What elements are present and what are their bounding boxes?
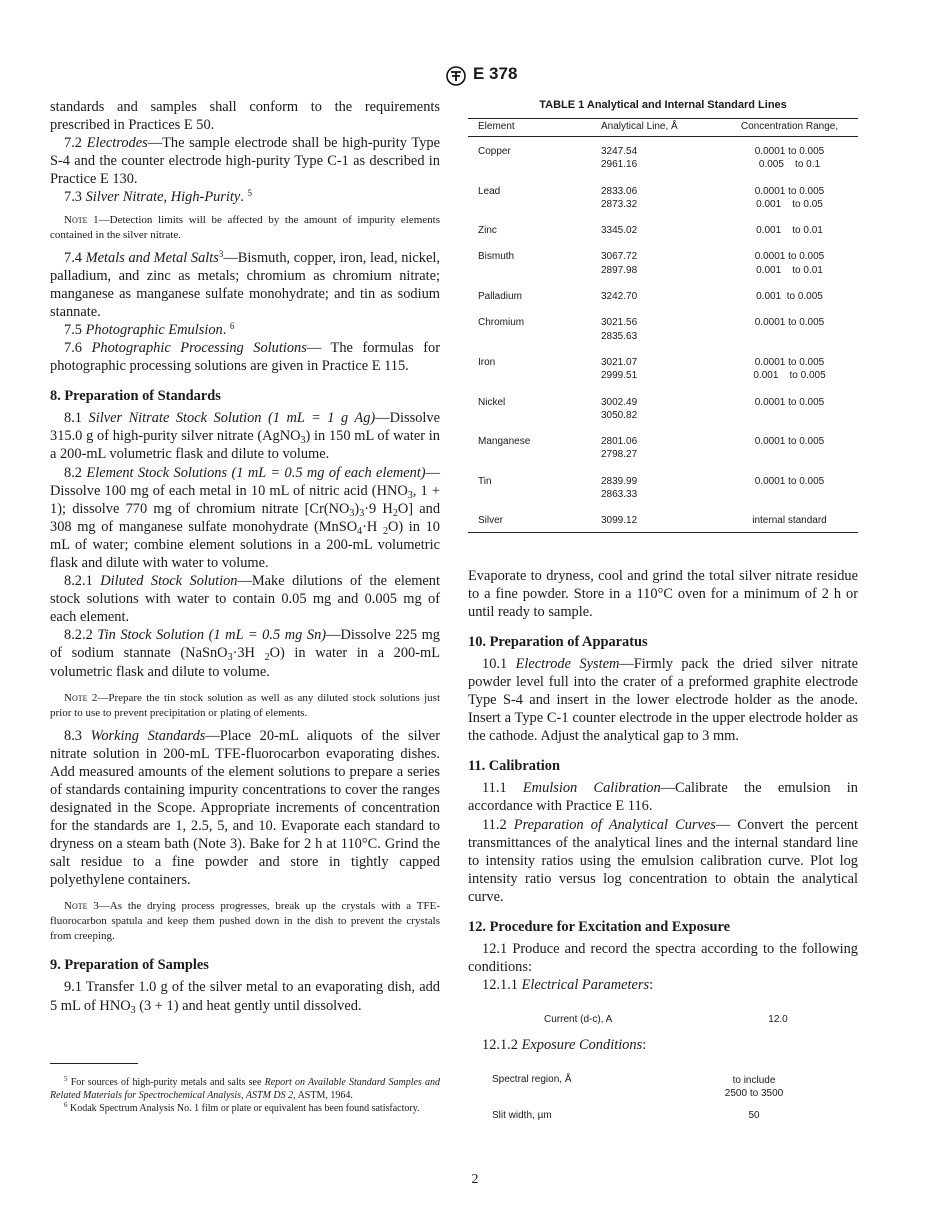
analytical-line-value: 3099.12 bbox=[601, 515, 638, 527]
analytical-line-cell bbox=[601, 396, 721, 436]
section-7-4: 7.4 Metals and Metal Salts$^3$—Bismuth, copper, iron, lead, nickel, palladium, and zinc as metals; chromium as chromium nitrate; manganese as manganese sulfate monohydrate; and tin as sodium stannate. bbox=[50, 248, 440, 320]
footnote-rule bbox=[50, 1063, 138, 1064]
table-row bbox=[468, 435, 858, 475]
left-column bbox=[50, 98, 440, 1015]
element-cell: Copper bbox=[478, 146, 511, 157]
element-cell: Palladium bbox=[478, 291, 522, 303]
section-8-2-1: 8.2.1 Diluted Stock Solution—Make dilutions of the element stock solutions with water to contain 0.05 mg and 0.005 mg of each element. bbox=[50, 573, 440, 626]
concentration-range-value: 0.001 to 0.01 bbox=[756, 225, 823, 237]
section-9-1: 9.1 Transfer 1.0 g of the silver metal to an evaporating dish, add 5 mL of $HNO_3$ (3 + 1) and heat gently until dissolved. bbox=[50, 979, 440, 1016]
concentration-range-cell bbox=[721, 475, 858, 515]
analytical-line-cell bbox=[601, 290, 721, 316]
table-row bbox=[468, 185, 858, 225]
element-cell: Bismuth bbox=[478, 251, 515, 263]
concentration-range-value: 0.0001 to 0.005 bbox=[754, 475, 825, 487]
param-label: Spectral region, Å bbox=[492, 1074, 572, 1086]
param-current bbox=[468, 1014, 858, 1032]
analytical-line-value: 2897.98 bbox=[601, 264, 638, 276]
section-10-1: 10.1 Electrode System—Firmly pack the dried silver nitrate powder level full into the crater of a preformed graphite electrode Type S-4 and insert in the lower electrode holder as the anode. Insert a Type C-1 counter electrode in the upper electrode holder as the cathode. Adjust the analytical gap to 3 mm. bbox=[468, 655, 858, 745]
analytical-line-value: 2961.16 bbox=[601, 159, 638, 171]
section-11-2: 11.2 Preparation of Analytical Curves— Convert the percent transmittances of the analytical lines and the internal standard line to intensity ratios using the emulsion calibration curve. Plot log intensity ratio versus log concentration to obtain the analytical curve. bbox=[468, 816, 858, 905]
analytical-line-value: 3002.49 bbox=[601, 396, 638, 408]
section-7-5: 7.5 Photographic Emulsion. $^6$ bbox=[64, 320, 235, 338]
concentration-range-value: 0.0001 to 0.005 bbox=[754, 251, 825, 263]
element-cell: Zinc bbox=[478, 225, 497, 237]
concentration-range-cell bbox=[721, 316, 858, 356]
heading-section-9: 9. Preparation of Samples bbox=[50, 957, 209, 974]
analytical-line-cell bbox=[601, 250, 721, 290]
page-header bbox=[0, 64, 950, 86]
heading-section-10: 10. Preparation of Apparatus bbox=[468, 633, 648, 650]
footnotes bbox=[50, 1076, 440, 1115]
analytical-line-value: 2801.06 bbox=[601, 436, 638, 448]
section-7-3: 7.3 Silver Nitrate, High-Purity. $^5$ bbox=[64, 188, 252, 206]
analytical-line-value: 3021.07 bbox=[601, 356, 638, 368]
param-slit-width bbox=[468, 1110, 858, 1128]
element-cell: Lead bbox=[478, 185, 501, 197]
element-cell: Silver bbox=[478, 515, 504, 527]
analytical-lines-table bbox=[468, 118, 858, 533]
concentration-range-value: 0.001 to 0.005 bbox=[756, 291, 823, 303]
analytical-line-value: 2873.32 bbox=[601, 198, 638, 210]
analytical-line-cell bbox=[601, 514, 721, 532]
param-label: Slit width, µm bbox=[492, 1110, 552, 1122]
concentration-range-value: 0.0001 to 0.005 bbox=[754, 356, 825, 368]
concentration-range-value: 0.0001 to 0.005 bbox=[754, 185, 825, 197]
table-row bbox=[468, 356, 858, 396]
table-row bbox=[468, 224, 858, 250]
section-12-1: 12.1 Produce and record the spectra according to the following conditions: bbox=[468, 941, 858, 976]
param-value: 12.0 bbox=[768, 1014, 788, 1026]
concentration-range-value: 0.005 to 0.1 bbox=[758, 159, 821, 171]
analytical-line-cell bbox=[601, 475, 721, 515]
concentration-range-value: 0.001 to 0.05 bbox=[756, 198, 823, 210]
table-row bbox=[468, 290, 858, 316]
analytical-line-cell bbox=[601, 137, 721, 185]
section-7-2: 7.2 Electrodes—The sample electrode shall be high-purity Type S-4 and the counter electrode high-purity Type C-1 as described in Practice E 130. bbox=[50, 135, 440, 188]
section-8-2: 8.2 Element Stock Solutions (1 mL = 0.5 mg of each element)—Dissolve 100 mg of each metal in 10 mL of nitric acid ($HNO_3$, 1 + 1); dissolve 770 mg of chromium nitrate [$Cr(NO_3)_3\cdot 9$ $H_2O$] and 308 mg of manganese sulfate monohydrate (MnSO$_4$·H $_2$O) in 10 mL of water; combine element solutions in a 200-mL volumetric flask and dilute with water to volume. bbox=[50, 464, 441, 571]
analytical-line-cell bbox=[601, 435, 721, 475]
concentration-range-cell bbox=[721, 185, 858, 225]
analytical-line-value: 2839.99 bbox=[601, 475, 638, 487]
right-column bbox=[468, 98, 858, 1128]
concentration-range-cell bbox=[721, 356, 858, 396]
analytical-line-cell bbox=[601, 356, 721, 396]
section-8-3: 8.3 Working Standards—Place 20-mL aliquots of the silver nitrate solution in 200-mL TFE-fluorocarbon evaporating dishes. Add measured amounts of the element solutions to prepare a series of standards containing impurity concentrations to cover the ranges designated in the Scope. Appropriate increments of concentration for the standards are 1, 2.5, 5, and 10. Evaporate each standard to dryness on a steam bath (Note 3). Bake for 2 h at 110°C. Grind the salt residue to a fine powder and store in tightly capped polyethylene containers. bbox=[50, 727, 440, 889]
footnote-5: $^5$ For sources of high-purity metals and salts see Report on Available Standard Samples and Related Materials for Spectrochemical Analysis, ASTM DS 2, ASTM, 1964. bbox=[50, 1075, 441, 1101]
column-header: Concentration Range, bbox=[721, 119, 858, 137]
analytical-line-value: 3021.56 bbox=[601, 317, 638, 329]
concentration-range-value: 0.001 to 0.005 bbox=[753, 370, 826, 382]
table-header-row bbox=[468, 119, 858, 137]
column-header: Element bbox=[468, 119, 601, 137]
astm-logo-icon bbox=[446, 66, 466, 86]
concentration-range-cell bbox=[721, 224, 858, 250]
element-cell: Manganese bbox=[478, 436, 531, 448]
table-row bbox=[468, 475, 858, 515]
param-spectral-region bbox=[468, 1074, 858, 1104]
paragraph-standards-conform: standards and samples shall conform to the requirements prescribed in Practices E 50. bbox=[50, 99, 440, 134]
section-11-1: 11.1 Emulsion Calibration—Calibrate the emulsion in accordance with Practice E 116. bbox=[468, 780, 858, 815]
section-12-1-2: 12.1.2 Exposure Conditions: bbox=[482, 1037, 647, 1054]
element-cell: Chromium bbox=[478, 317, 525, 329]
table-row bbox=[468, 396, 858, 436]
analytical-line-value: 3242.70 bbox=[601, 291, 638, 303]
param-value: 50 bbox=[748, 1110, 760, 1122]
heading-section-11: 11. Calibration bbox=[468, 758, 560, 775]
heading-section-8: 8. Preparation of Standards bbox=[50, 388, 221, 405]
concentration-range-cell bbox=[721, 290, 858, 316]
paragraph-evaporate: Evaporate to dryness, cool and grind the total silver nitrate residue to a fine powder. Store in a 110°C oven for a minimum of 2 h or until ready to sample. bbox=[468, 567, 858, 620]
element-cell: Tin bbox=[478, 475, 492, 487]
note-3: Note 3—As the drying process progresses, break up the crystals with a TFE-fluorocarbon spatula and keep them pushed down in the dish to prevent the crystals from creeping. bbox=[50, 900, 441, 943]
analytical-line-value: 2833.06 bbox=[601, 185, 638, 197]
section-7-6: 7.6 Photographic Processing Solutions— The formulas for photographic processing solutions are given in Practice E 115. bbox=[50, 340, 441, 375]
param-label: Current (d-c), A bbox=[544, 1014, 613, 1026]
concentration-range-value: 0.0001 to 0.005 bbox=[754, 146, 825, 157]
table-title: TABLE 1 Analytical and Internal Standard Lines bbox=[539, 99, 787, 111]
column-header: Analytical Line, Å bbox=[601, 119, 721, 137]
section-8-1: 8.1 Silver Nitrate Stock Solution (1 mL = 1 g Ag)—Dissolve 315.0 g of high-purity silver nitrate (AgNO$_3$) in 150 mL of water in a 200-mL volumetric flask and dilute to volume. bbox=[50, 410, 441, 463]
table-row bbox=[468, 514, 858, 532]
param-value: to include 2500 to 3500 bbox=[724, 1075, 784, 1100]
analytical-line-value: 3247.54 bbox=[601, 146, 638, 157]
document-id: E 378 bbox=[473, 64, 518, 83]
concentration-range-value: 0.0001 to 0.005 bbox=[754, 436, 825, 448]
concentration-range-value: 0.0001 to 0.005 bbox=[754, 317, 825, 329]
analytical-line-value: 2863.33 bbox=[601, 489, 638, 501]
element-cell: Iron bbox=[478, 356, 496, 368]
section-12-1-1: 12.1.1 Electrical Parameters: bbox=[482, 977, 654, 994]
table-row bbox=[468, 250, 858, 290]
analytical-line-value: 3345.02 bbox=[601, 225, 638, 237]
analytical-line-value: 2999.51 bbox=[601, 370, 638, 382]
concentration-range-cell bbox=[721, 396, 858, 436]
concentration-range-cell bbox=[721, 435, 858, 475]
concentration-range-value: internal standard bbox=[752, 515, 827, 527]
analytical-line-cell bbox=[601, 316, 721, 356]
concentration-range-cell bbox=[721, 250, 858, 290]
page-number: 2 bbox=[471, 1172, 479, 1187]
analytical-line-cell bbox=[601, 224, 721, 250]
table-body bbox=[468, 137, 858, 533]
analytical-line-value: 2798.27 bbox=[601, 449, 638, 461]
concentration-range-value: 0.001 to 0.01 bbox=[756, 264, 823, 276]
table-row bbox=[468, 316, 858, 356]
analytical-line-value: 2835.63 bbox=[601, 330, 638, 342]
section-8-2-2: 8.2.2 Tin Stock Solution (1 mL = 0.5 mg Sn)—Dissolve 225 mg of sodium stannate (NaSnO$_3$·3H $_2$O) in water in a 200-mL volumetric flask and dilute to volume. bbox=[50, 627, 440, 680]
concentration-range-value: 0.0001 to 0.005 bbox=[754, 396, 825, 408]
note-1: Note 1—Detection limits will be affected by the amount of impurity elements contained in the silver nitrate. bbox=[50, 213, 441, 241]
heading-section-12: 12. Procedure for Excitation and Exposure bbox=[468, 919, 730, 936]
concentration-range-cell bbox=[721, 137, 858, 185]
analytical-line-value: 3067.72 bbox=[601, 251, 638, 263]
analytical-line-cell bbox=[601, 185, 721, 225]
table-row bbox=[468, 137, 858, 185]
element-cell: Nickel bbox=[478, 396, 506, 408]
footnote-6: $^6$ Kodak Spectrum Analysis No. 1 film or plate or equivalent has been found satisfactory. bbox=[64, 1101, 420, 1114]
analytical-line-value: 3050.82 bbox=[601, 409, 638, 421]
note-2: Note 2—Prepare the tin stock solution as well as any diluted stock solutions just prior to use to prevent precipitation or plating of elements. bbox=[50, 691, 441, 719]
concentration-range-cell bbox=[721, 514, 858, 532]
